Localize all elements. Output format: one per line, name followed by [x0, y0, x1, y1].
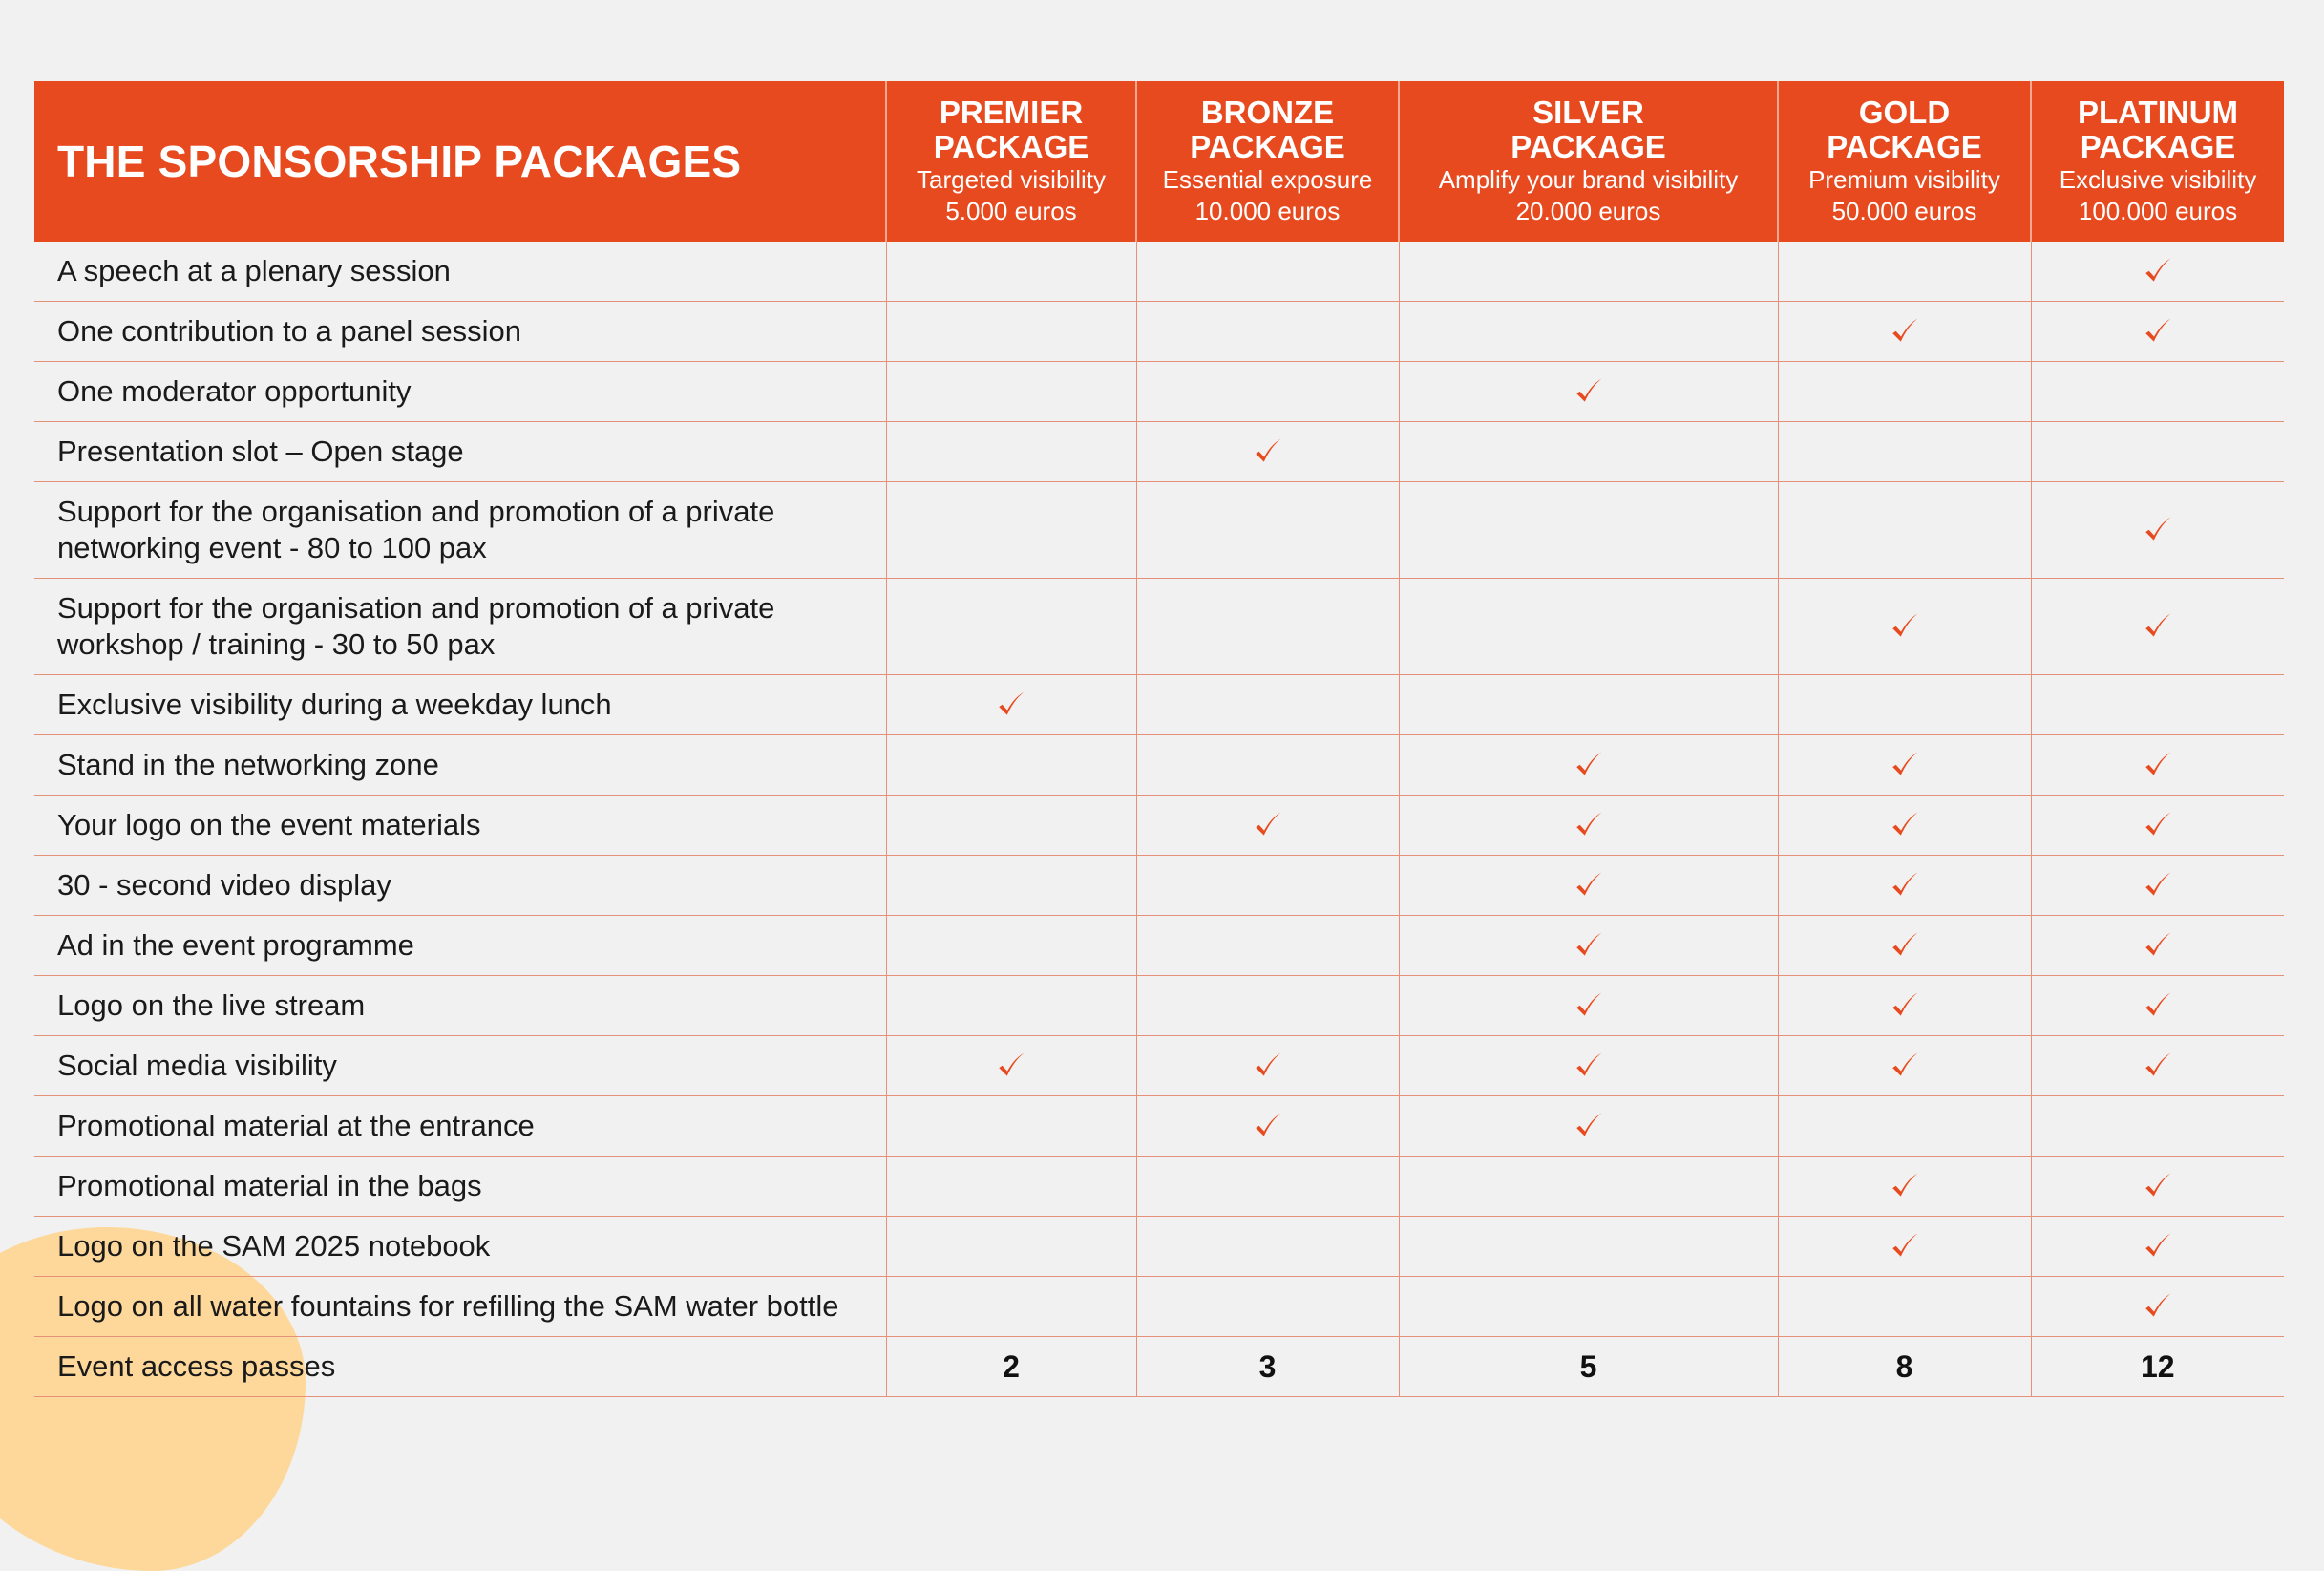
passes-row [34, 1337, 2284, 1397]
feature-cell-bronze [1136, 242, 1399, 302]
checkmark-icon [1573, 809, 1605, 841]
feature-cell-platinum [2031, 916, 2284, 976]
feature-label: Promotional material at the entrance [34, 1096, 886, 1157]
feature-cell-gold [1778, 242, 2031, 302]
feature-label: Promotional material in the bags [34, 1157, 886, 1217]
feature-cell-gold [1778, 362, 2031, 422]
feature-cell-gold [1778, 735, 2031, 796]
passes-count: 3 [1258, 1348, 1277, 1384]
package-tagline: Amplify your brand visibility [1438, 165, 1739, 194]
table-row [34, 856, 2284, 916]
checkmark-icon [1889, 809, 1921, 841]
feature-cell-bronze [1136, 1217, 1399, 1277]
feature-cell-silver [1399, 1217, 1778, 1277]
feature-cell-silver [1399, 1036, 1778, 1096]
feature-cell-silver [1399, 579, 1778, 675]
feature-cell-silver [1399, 796, 1778, 856]
package-name-line1: PLATINUM [2077, 95, 2239, 130]
checkmark-icon [2142, 315, 2174, 348]
feature-cell-platinum [2031, 976, 2284, 1036]
feature-label: Stand in the networking zone [34, 735, 886, 796]
feature-cell-bronze [1136, 796, 1399, 856]
feature-label: Your logo on the event materials [34, 796, 886, 856]
checkmark-icon [1252, 809, 1284, 841]
feature-cell-silver [1399, 976, 1778, 1036]
feature-cell-gold [1778, 1277, 2031, 1337]
passes-count: 2 [1003, 1348, 1020, 1384]
feature-label: Ad in the event programme [34, 916, 886, 976]
feature-cell-bronze [1136, 302, 1399, 362]
feature-cell-premier [886, 1096, 1136, 1157]
feature-cell-bronze [1136, 579, 1399, 675]
feature-cell-premier [886, 675, 1136, 735]
package-name-line2: PACKAGE [2080, 129, 2236, 164]
package-name-line1: PREMIER [939, 95, 1084, 130]
passes-cell-premier [886, 1337, 1136, 1397]
package-name-line2: PACKAGE [1511, 129, 1666, 164]
feature-cell-premier [886, 362, 1136, 422]
checkmark-icon [1573, 869, 1605, 902]
feature-label: Logo on the SAM 2025 notebook [34, 1217, 886, 1277]
feature-cell-gold [1778, 976, 2031, 1036]
feature-cell-bronze [1136, 856, 1399, 916]
checkmark-icon [1573, 375, 1605, 408]
table-row [34, 1277, 2284, 1337]
feature-rows [34, 242, 2284, 1337]
feature-cell-premier [886, 422, 1136, 482]
table-row [34, 1157, 2284, 1217]
feature-cell-platinum [2031, 362, 2284, 422]
checkmark-icon [2142, 255, 2174, 287]
feature-cell-platinum [2031, 482, 2284, 579]
feature-cell-bronze [1136, 976, 1399, 1036]
checkmark-icon [1889, 749, 1921, 781]
feature-cell-premier [886, 1157, 1136, 1217]
checkmark-icon [1889, 610, 1921, 643]
feature-cell-platinum [2031, 302, 2284, 362]
table-row [34, 1096, 2284, 1157]
feature-cell-bronze [1136, 1036, 1399, 1096]
feature-cell-gold [1778, 916, 2031, 976]
checkmark-icon [995, 689, 1027, 721]
feature-cell-premier [886, 482, 1136, 579]
checkmark-icon [1252, 435, 1284, 468]
feature-cell-bronze [1136, 675, 1399, 735]
table-row [34, 976, 2284, 1036]
table-row [34, 302, 2284, 362]
feature-cell-premier [886, 796, 1136, 856]
feature-cell-premier [886, 735, 1136, 796]
feature-label: Social media visibility [34, 1036, 886, 1096]
feature-cell-platinum [2031, 856, 2284, 916]
package-name-line2: PACKAGE [1827, 129, 1982, 164]
checkmark-icon [1889, 1230, 1921, 1263]
feature-cell-bronze [1136, 1096, 1399, 1157]
feature-cell-gold [1778, 422, 2031, 482]
checkmark-icon [1573, 1110, 1605, 1142]
feature-cell-silver [1399, 916, 1778, 976]
feature-cell-platinum [2031, 1096, 2284, 1157]
feature-cell-bronze [1136, 1157, 1399, 1217]
package-price: 100.000 euros [2078, 197, 2238, 225]
table-row [34, 482, 2284, 579]
feature-cell-premier [886, 242, 1136, 302]
table-row [34, 675, 2284, 735]
feature-label: Logo on the live stream [34, 976, 886, 1036]
checkmark-icon [1573, 749, 1605, 781]
passes-section [34, 1337, 2284, 1397]
feature-cell-platinum [2031, 735, 2284, 796]
checkmark-icon [2142, 610, 2174, 643]
feature-label: Support for the organisation and promotion of a private workshop / training - 30 to 50 pax [34, 579, 886, 675]
checkmark-icon [2142, 1290, 2174, 1323]
feature-cell-silver [1399, 1096, 1778, 1157]
package-name-line1: GOLD [1858, 95, 1951, 130]
table-row [34, 916, 2284, 976]
feature-cell-silver [1399, 856, 1778, 916]
package-name-line1: SILVER [1532, 95, 1644, 130]
feature-cell-silver [1399, 735, 1778, 796]
passes-cell-gold [1778, 1337, 2031, 1397]
package-name-line1: BRONZE [1200, 95, 1335, 130]
package-price: 50.000 euros [1831, 197, 1977, 225]
passes-count: 5 [1579, 1348, 1597, 1384]
feature-cell-platinum [2031, 675, 2284, 735]
feature-cell-silver [1399, 482, 1778, 579]
feature-label: Logo on all water fountains for refilling the SAM water bottle [34, 1277, 886, 1337]
table-row [34, 1036, 2284, 1096]
checkmark-icon [1573, 1050, 1605, 1082]
feature-cell-platinum [2031, 1277, 2284, 1337]
feature-cell-silver [1399, 1277, 1778, 1337]
checkmark-icon [1889, 929, 1921, 962]
checkmark-icon [995, 1050, 1027, 1082]
feature-cell-silver [1399, 362, 1778, 422]
table-row [34, 422, 2284, 482]
passes-count: 12 [2140, 1348, 2175, 1384]
table-title: THE SPONSORSHIP PACKAGES [34, 81, 886, 242]
checkmark-icon [2142, 989, 2174, 1022]
checkmark-icon [1889, 1170, 1921, 1202]
feature-label: Exclusive visibility during a weekday lunch [34, 675, 886, 735]
feature-cell-bronze [1136, 422, 1399, 482]
feature-cell-gold [1778, 579, 2031, 675]
feature-cell-silver [1399, 302, 1778, 362]
feature-cell-platinum [2031, 1036, 2284, 1096]
checkmark-icon [1889, 315, 1921, 348]
feature-cell-bronze [1136, 1277, 1399, 1337]
feature-cell-premier [886, 579, 1136, 675]
feature-cell-premier [886, 1036, 1136, 1096]
package-header-gold [1778, 81, 2031, 242]
package-header-silver [1399, 81, 1778, 242]
feature-cell-bronze [1136, 916, 1399, 976]
feature-cell-platinum [2031, 1157, 2284, 1217]
feature-label: One contribution to a panel session [34, 302, 886, 362]
table-row [34, 796, 2284, 856]
passes-count: 8 [1895, 1348, 1913, 1384]
checkmark-icon [2142, 749, 2174, 781]
checkmark-icon [2142, 809, 2174, 841]
feature-label: 30 - second video display [34, 856, 886, 916]
package-tagline: Essential exposure [1162, 165, 1373, 194]
feature-cell-gold [1778, 856, 2031, 916]
package-header-platinum [2031, 81, 2284, 242]
feature-cell-silver [1399, 242, 1778, 302]
feature-cell-silver [1399, 1157, 1778, 1217]
feature-cell-silver [1399, 422, 1778, 482]
package-name-line2: PACKAGE [933, 129, 1089, 164]
package-price: 20.000 euros [1515, 197, 1661, 225]
feature-cell-gold [1778, 1217, 2031, 1277]
feature-label: Support for the organisation and promotion of a private networking event - 80 to 100 pax [34, 482, 886, 579]
feature-cell-bronze [1136, 362, 1399, 422]
feature-cell-platinum [2031, 1217, 2284, 1277]
feature-cell-gold [1778, 675, 2031, 735]
feature-label: One moderator opportunity [34, 362, 886, 422]
feature-cell-premier [886, 856, 1136, 916]
table-row [34, 1217, 2284, 1277]
feature-cell-gold [1778, 1157, 2031, 1217]
feature-cell-platinum [2031, 422, 2284, 482]
feature-cell-gold [1778, 1096, 2031, 1157]
sponsorship-packages-table [34, 81, 2284, 1397]
checkmark-icon [1889, 1050, 1921, 1082]
feature-label: A speech at a plenary session [34, 242, 886, 302]
package-price: 10.000 euros [1194, 197, 1341, 225]
feature-cell-premier [886, 1217, 1136, 1277]
passes-label: Event access passes [34, 1337, 886, 1397]
passes-cell-bronze [1136, 1337, 1399, 1397]
feature-cell-silver [1399, 675, 1778, 735]
feature-cell-bronze [1136, 735, 1399, 796]
package-tagline: Exclusive visibility [2059, 165, 2257, 194]
feature-cell-gold [1778, 1036, 2031, 1096]
feature-cell-gold [1778, 796, 2031, 856]
table-row [34, 362, 2284, 422]
feature-cell-bronze [1136, 482, 1399, 579]
feature-cell-premier [886, 302, 1136, 362]
feature-cell-premier [886, 976, 1136, 1036]
feature-cell-premier [886, 916, 1136, 976]
package-price: 5.000 euros [945, 197, 1077, 225]
checkmark-icon [2142, 1230, 2174, 1263]
checkmark-icon [1889, 989, 1921, 1022]
table-row [34, 579, 2284, 675]
checkmark-icon [2142, 1050, 2174, 1082]
package-tagline: Premium visibility [1808, 165, 2000, 194]
feature-cell-gold [1778, 482, 2031, 579]
feature-cell-platinum [2031, 242, 2284, 302]
passes-cell-silver [1399, 1337, 1778, 1397]
package-header-premier [886, 81, 1136, 242]
checkmark-icon [2142, 514, 2174, 546]
table-header-row [34, 81, 2284, 242]
checkmark-icon [2142, 929, 2174, 962]
package-tagline: Targeted visibility [917, 165, 1106, 194]
feature-cell-premier [886, 1277, 1136, 1337]
checkmark-icon [1889, 869, 1921, 902]
feature-cell-gold [1778, 302, 2031, 362]
table-row [34, 242, 2284, 302]
feature-label: Presentation slot – Open stage [34, 422, 886, 482]
feature-cell-platinum [2031, 579, 2284, 675]
checkmark-icon [1252, 1050, 1284, 1082]
package-name-line2: PACKAGE [1190, 129, 1345, 164]
package-header-bronze [1136, 81, 1399, 242]
table-row [34, 735, 2284, 796]
feature-cell-platinum [2031, 796, 2284, 856]
checkmark-icon [2142, 1170, 2174, 1202]
checkmark-icon [1573, 989, 1605, 1022]
checkmark-icon [1573, 929, 1605, 962]
passes-cell-platinum [2031, 1337, 2284, 1397]
checkmark-icon [2142, 869, 2174, 902]
checkmark-icon [1252, 1110, 1284, 1142]
